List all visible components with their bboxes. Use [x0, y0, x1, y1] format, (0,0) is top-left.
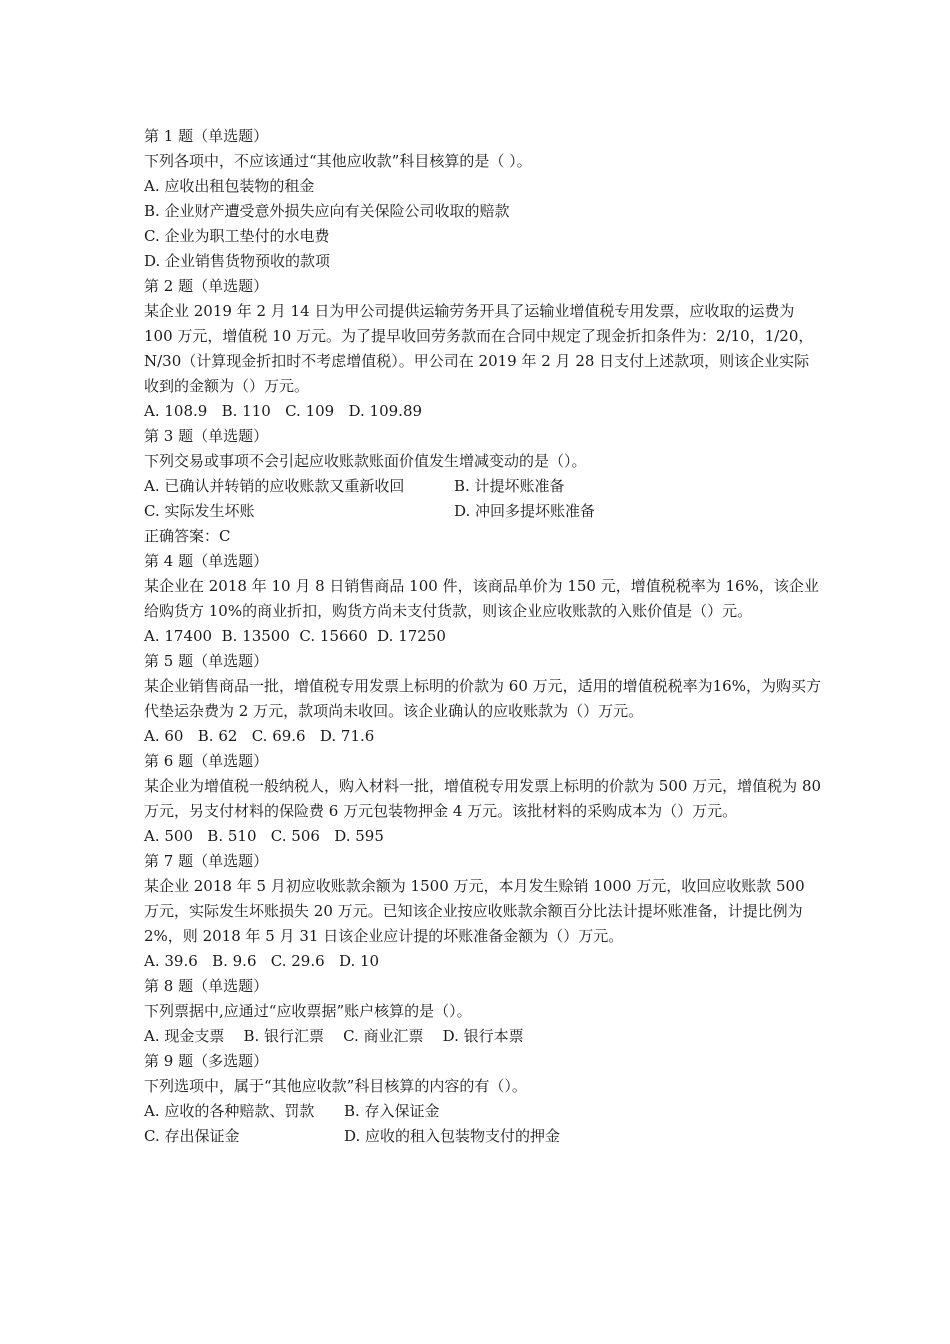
options-line: A. 500 B. 510 C. 506 D. 595	[144, 827, 384, 845]
question-stem: 下列选项中，属于“其他应收款”科目核算的内容的有（）。	[144, 1077, 527, 1095]
question-header: 第 7 题（单选题）	[144, 852, 269, 870]
option-a: A. 应收的各种赔款、罚款	[144, 1102, 315, 1120]
option-d: D. 企业销售货物预收的款项	[144, 252, 331, 270]
question-6	[144, 749, 824, 849]
question-header: 第 8 题（单选题）	[144, 977, 269, 995]
options-line: A. 39.6 B. 9.6 C. 29.6 D. 10	[144, 952, 380, 970]
options-line: A. 108.9 B. 110 C. 109 D. 109.89	[144, 402, 423, 420]
question-header: 第 3 题（单选题）	[144, 427, 269, 445]
question-5	[144, 649, 824, 749]
question-4	[144, 549, 824, 649]
question-header: 第 1 题（单选题）	[144, 127, 269, 145]
question-header: 第 4 题（单选题）	[144, 552, 269, 570]
option-b: B. 企业财产遭受意外损失应向有关保险公司收取的赔款	[144, 202, 510, 220]
question-1	[144, 124, 824, 274]
options-row	[144, 474, 824, 499]
question-stem: 某企业销售商品一批，增值税专用发票上标明的价款为 60 万元，适用的增值税税率为16%，为购买方代垫运杂费为 2 万元，款项尚未收回。该企业确认的应收账款为（）万元。	[144, 677, 821, 720]
question-header: 第 5 题（单选题）	[144, 652, 269, 670]
question-3	[144, 424, 824, 549]
option-c: C. 企业为职工垫付的水电费	[144, 227, 330, 245]
option-a: A. 已确认并转销的应收账款又重新收回	[144, 477, 405, 495]
option-b: B. 计提坏账准备	[454, 477, 565, 495]
question-header: 第 9 题（多选题）	[144, 1052, 269, 1070]
question-stem: 某企业为增值税一般纳税人，购入材料一批，增值税专用发票上标明的价款为 500 万元，增值税为 80 万元，另支付材料的保险费 6 万元包装物押金 4 万元。该批材料的采购成本为（）万元。	[144, 777, 822, 820]
question-8	[144, 974, 824, 1049]
exam-document	[144, 124, 824, 1149]
question-stem: 某企业 2019 年 2 月 14 日为甲公司提供运输劳务开具了运输业增值税专用发票，应收取的运费为 100 万元，增值税 10 万元。为了提早收回劳务款而在合同中规定了现金折扣条件为：2/10，1/20，N/30（计算现金折扣时不考虑增值税）。甲公司在 2019 年 2 月 28 日支付上述款项，则该企业实际收到的金额为（）万元。	[144, 302, 814, 395]
question-9	[144, 1049, 824, 1149]
answer: 正确答案：C	[144, 527, 231, 545]
question-stem: 某企业在 2018 年 10 月 8 日销售商品 100 件，该商品单价为 150 元，增值税税率为 16%，该企业给购货方 10%的商业折扣，购货方尚未支付货款，则该企业应收账款的入账价值是（）元。	[144, 577, 819, 620]
options-row	[144, 1124, 824, 1149]
option-d: D. 应收的租入包装物支付的押金	[344, 1127, 561, 1145]
option-d: D. 冲回多提坏账准备	[454, 502, 596, 520]
options-row	[144, 499, 824, 524]
options-line: A. 60 B. 62 C. 69.6 D. 71.6	[144, 727, 375, 745]
question-header: 第 6 题（单选题）	[144, 752, 269, 770]
options-line: A. 17400 B. 13500 C. 15660 D. 17250	[144, 627, 446, 645]
question-stem: 下列票据中,应通过“应收票据”账户核算的是（）。	[144, 1002, 472, 1020]
question-2	[144, 274, 824, 424]
question-7	[144, 849, 824, 974]
question-stem: 某企业 2018 年 5 月初应收账款余额为 1500 万元，本月发生赊销 1000 万元，收回应收账款 500 万元，实际发生坏账损失 20 万元。已知该企业按应收账款余额百分比法计提坏账准备，计提比例为 2%，则 2018 年 5 月 31 日该企业应计提的坏账准备金额为（）万元。	[144, 877, 805, 945]
question-stem: 下列各项中，不应该通过“其他应收款”科目核算的是（ ）。	[144, 152, 532, 170]
option-a: A. 应收出租包装物的租金	[144, 177, 315, 195]
question-header: 第 2 题（单选题）	[144, 277, 269, 295]
question-stem: 下列交易或事项不会引起应收账款账面价值发生增减变动的是（）。	[144, 452, 587, 470]
options-row	[144, 1099, 824, 1124]
option-c: C. 存出保证金	[144, 1127, 240, 1145]
option-b: B. 存入保证金	[344, 1102, 440, 1120]
options-line: A. 现金支票 B. 银行汇票 C. 商业汇票 D. 银行本票	[144, 1027, 524, 1045]
option-c: C. 实际发生坏账	[144, 502, 255, 520]
